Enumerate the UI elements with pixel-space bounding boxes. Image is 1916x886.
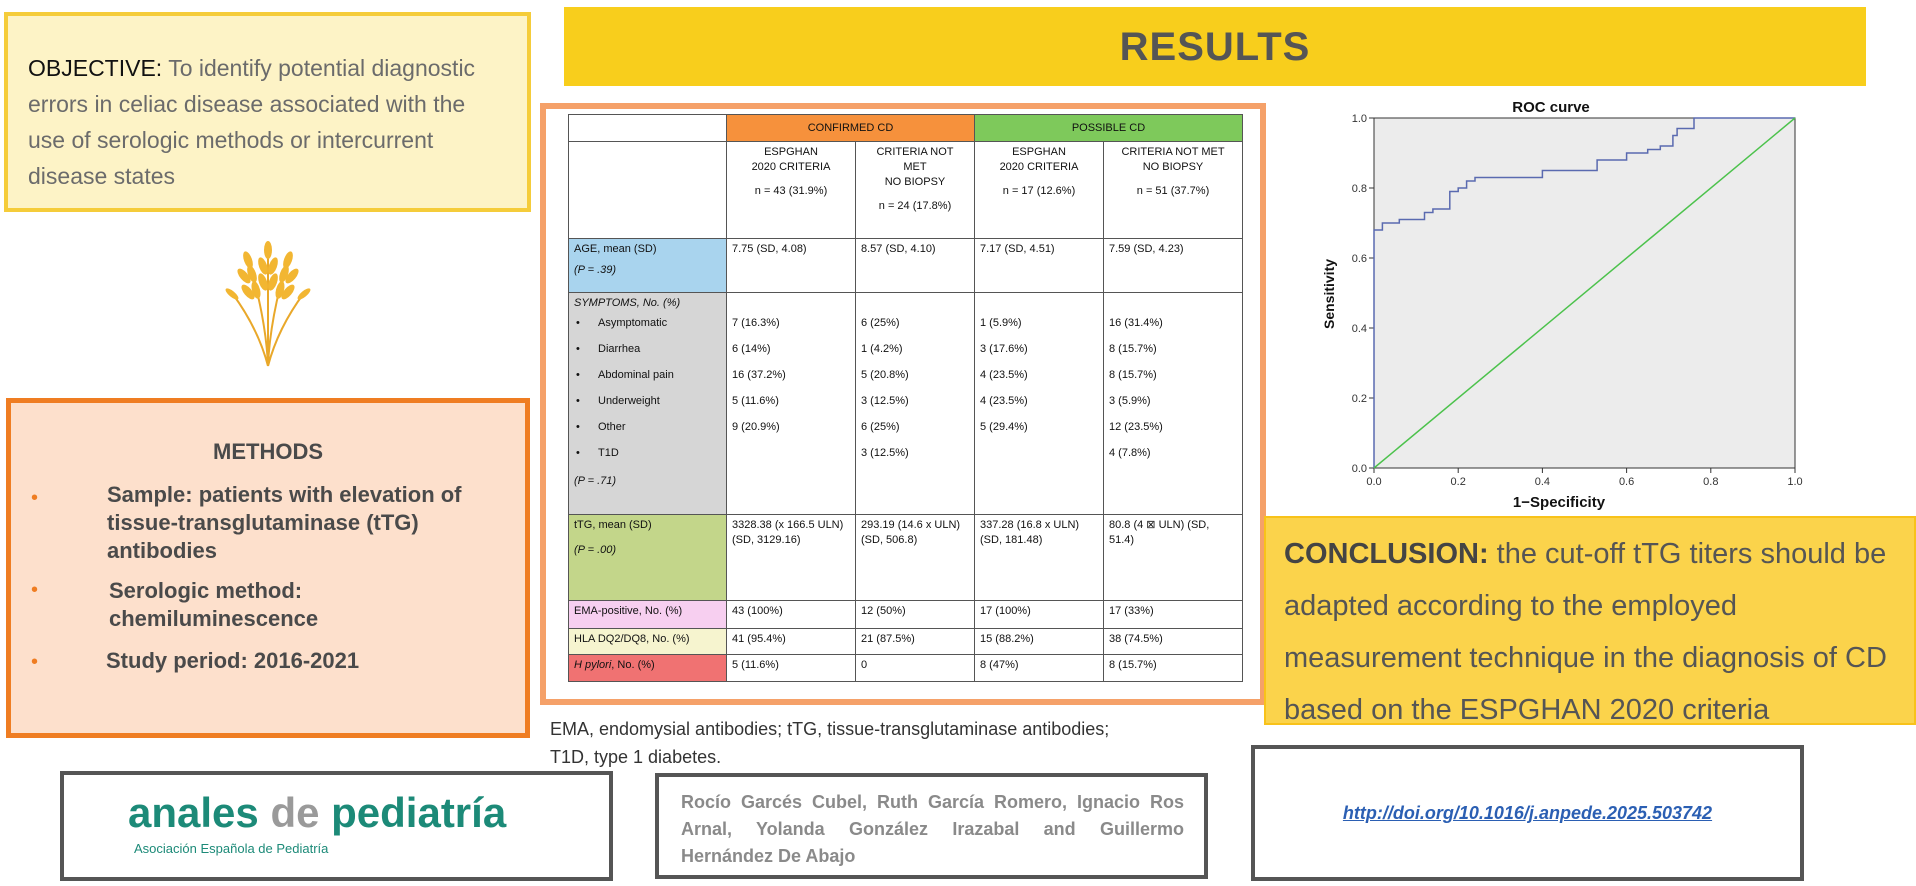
methods-bullet: • xyxy=(31,651,39,673)
journal-logo-subtitle: Asociación Española de Pediatría xyxy=(134,841,329,856)
methods-item-sample: Sample: patients with elevation of tissue-transglutaminase (tTG) antibodies xyxy=(107,482,462,563)
y-tick-label: 0.0 xyxy=(1351,463,1367,475)
table-cell: 7 (16.3%) 6 (14%) 16 (37.2%) 5 (11.6%) 9 (20.9%) xyxy=(727,293,856,515)
y-axis-label: Sensitivity xyxy=(1321,258,1337,330)
x-tick-label: 0.0 xyxy=(1366,476,1382,488)
journal-logo: anales de pediatría xyxy=(128,789,507,836)
table-cell: 17 (100%) xyxy=(975,601,1104,629)
results-table-frame xyxy=(540,103,1266,705)
table-cell: 8 (47%) xyxy=(975,655,1104,682)
y-tick-label: 1.0 xyxy=(1351,113,1367,125)
table-cell: 337.28 (16.8 x ULN) (SD, 181.48) xyxy=(975,515,1104,601)
x-tick-label: 0.6 xyxy=(1618,476,1635,488)
column-header: ESPGHAN 2020 CRITERIA n = 43 (31.9%) xyxy=(727,142,856,239)
row-label-hpylori: H pylori, No. (%) xyxy=(569,655,727,682)
methods-item-period: Study period: 2016-2021 xyxy=(106,648,360,673)
table-cell: 3328.38 (x 166.5 ULN) (SD, 3129.16) xyxy=(727,515,856,601)
y-tick-label: 0.8 xyxy=(1351,183,1367,195)
table-cell: 7.59 (SD, 4.23) xyxy=(1104,239,1243,293)
methods-title: METHODS xyxy=(213,439,323,464)
table-cell: 80.8 (4 ⊠ ULN) (SD, 51.4) xyxy=(1104,515,1243,601)
roc-chart xyxy=(1305,94,1825,514)
table-cell: 38 (74.5%) xyxy=(1104,629,1243,655)
table-cell: 7.75 (SD, 4.08) xyxy=(727,239,856,293)
table-cell: 293.19 (14.6 x ULN) (SD, 506.8) xyxy=(856,515,975,601)
table-cell: 41 (95.4%) xyxy=(727,629,856,655)
table-row xyxy=(569,293,1243,515)
table-row xyxy=(569,601,1243,629)
y-tick-label: 0.2 xyxy=(1351,393,1367,405)
results-banner xyxy=(564,7,1866,86)
objective-text: To identify potential diagnostic errors in celiac disease associated with the use of serologic methods or intercurrent disease states xyxy=(28,55,476,189)
table-row xyxy=(569,515,1243,601)
row-label-age: AGE, mean (SD) (P = .39) xyxy=(569,239,727,293)
column-header: CRITERIA NOT MET NO BIOPSY n = 24 (17.8%) xyxy=(856,142,975,239)
table-cell: 0 xyxy=(856,655,975,682)
table-corner-cell xyxy=(569,115,727,142)
table-cell: 43 (100%) xyxy=(727,601,856,629)
group-header-possible: POSSIBLE CD xyxy=(975,115,1243,142)
table-row xyxy=(569,629,1243,655)
methods-bullet: • xyxy=(31,579,39,601)
footnote-line-1: EMA, endomysial antibodies; tTG, tissue-transglutaminase antibodies; xyxy=(550,719,1110,739)
table-cell: 7.17 (SD, 4.51) xyxy=(975,239,1104,293)
table-cell: 17 (33%) xyxy=(1104,601,1243,629)
x-tick-label: 0.8 xyxy=(1703,476,1719,488)
column-header: CRITERIA NOT MET NO BIOPSY n = 51 (37.7%) xyxy=(1104,142,1243,239)
results-table xyxy=(568,114,1243,682)
x-axis-label: 1−Specificity xyxy=(1512,494,1606,511)
conclusion-text: the cut-off tTG titers should be adapted according to the employed measurement technique in the diagnosis of CD based on the ESPGHAN 2020 criteria xyxy=(1284,538,1887,726)
x-tick-label: 0.4 xyxy=(1534,476,1551,488)
table-cell: 8.57 (SD, 4.10) xyxy=(856,239,975,293)
table-row xyxy=(569,239,1243,293)
table-cell: 15 (88.2%) xyxy=(975,629,1104,655)
table-cell: 1 (5.9%) 3 (17.6%) 4 (23.5%) 4 (23.5%) 5 (29.4%) xyxy=(975,293,1104,515)
x-tick-label: 0.2 xyxy=(1450,476,1466,488)
x-tick-label: 1.0 xyxy=(1787,476,1803,488)
doi-link[interactable]: http://doi.org/10.1016/j.anpede.2025.503742 xyxy=(1342,803,1713,823)
y-tick-label: 0.4 xyxy=(1351,323,1367,335)
chart-title: ROC curve xyxy=(1512,99,1590,116)
objective-box xyxy=(4,12,531,212)
row-label-ema: EMA-positive, No. (%) xyxy=(569,601,727,629)
methods-bullet: • xyxy=(31,487,39,509)
column-header: ESPGHAN 2020 CRITERIA n = 17 (12.6%) xyxy=(975,142,1104,239)
table-cell: 12 (50%) xyxy=(856,601,975,629)
conclusion-box xyxy=(1264,516,1916,725)
authors-box xyxy=(655,773,1208,879)
footnote-line-2: T1D, type 1 diabetes. xyxy=(550,747,722,767)
table-cell: 8 (15.7%) xyxy=(1104,655,1243,682)
row-label-ttg: tTG, mean (SD) (P = .00) xyxy=(569,515,727,601)
table-row xyxy=(569,655,1243,682)
row-label-hla: HLA DQ2/DQ8, No. (%) xyxy=(569,629,727,655)
journal-logo-box xyxy=(60,771,613,881)
objective-label: OBJECTIVE: xyxy=(28,55,163,81)
table-cell: 16 (31.4%) 8 (15.7%) 8 (15.7%) 3 (5.9%) 12 (23.5%) 4 (7.8%) xyxy=(1104,293,1243,515)
y-tick-label: 0.6 xyxy=(1351,253,1367,265)
table-footnote xyxy=(550,715,1190,771)
results-title: RESULTS xyxy=(1119,25,1311,69)
group-header-confirmed: CONFIRMED CD xyxy=(727,115,975,142)
methods-box xyxy=(6,398,530,738)
table-blank-cell xyxy=(569,142,727,239)
methods-item-serologic: Serologic method: chemiluminescence xyxy=(109,578,319,631)
doi-box xyxy=(1251,745,1804,881)
table-cell: 6 (25%) 1 (4.2%) 5 (20.8%) 3 (12.5%) 6 (25%) 3 (12.5%) xyxy=(856,293,975,515)
table-cell: 5 (11.6%) xyxy=(727,655,856,682)
table-cell: 21 (87.5%) xyxy=(856,629,975,655)
row-label-symptoms: SYMPTOMS, No. (%) • Asymptomatic • Diarrhea • Abdominal pain • Underweight • Other • T1D (P = .71) xyxy=(569,293,727,515)
authors-text: Rocío Garcés Cubel, Ruth García Romero, Ignacio Ros Arnal, Yolanda González Irazabal and Guillermo Hernández De Abajo xyxy=(681,792,1184,866)
conclusion-label: CONCLUSION: xyxy=(1284,538,1489,570)
wheat-icon xyxy=(218,238,318,368)
